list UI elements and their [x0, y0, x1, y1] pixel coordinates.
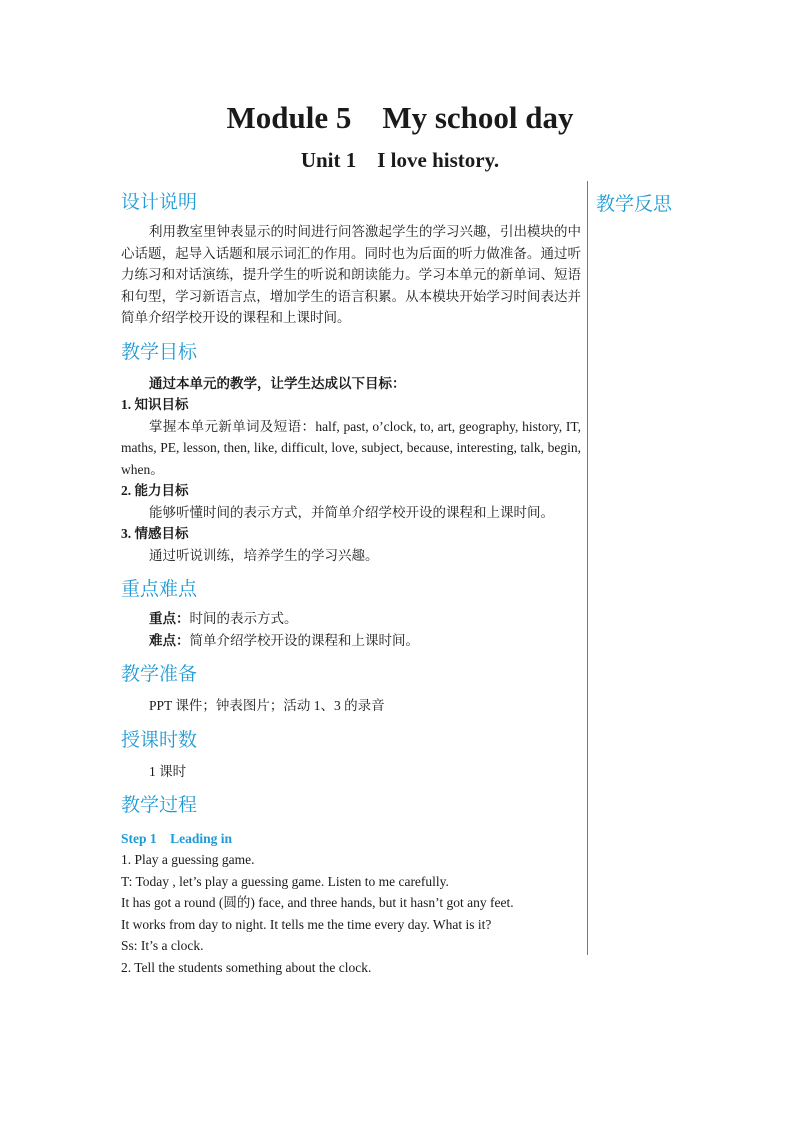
keypoints-heading: 重点难点 [121, 578, 198, 600]
difficult-point-line [121, 630, 581, 652]
prep-text: PPT 课件；钟表图片；活动 1、3 的录音 [149, 698, 385, 713]
design-heading: 设计说明 [121, 191, 198, 213]
key-point-label: 重点： [149, 611, 190, 626]
process-line: It works from day to night. It tells me the time every day. What is it? [121, 916, 492, 932]
goals-heading: 教学目标 [121, 340, 198, 363]
page-title: Module 5 My school day [226, 100, 574, 135]
process-line: Ss: It’s a clock. [121, 938, 204, 953]
goal-title-ability: 2. 能力目标 [121, 483, 189, 498]
step-title: Step 1 Leading in [121, 831, 233, 846]
design-text: 利用教室里钟表显示的时间进行问答激起学生的学习兴趣，引出模块的中心话题，起导入话题和展示词汇的作用。同时也为后面的听力做准备。通过听力练习和对话演练，提升学生的听说和朗读能力。学习本单元的新单词、短语和句型，学习新语言点，增加学生的语言积累。从本模块开始学习时间表达并简单介绍学校开设的课程和上课时间。 [121, 224, 581, 325]
difficult-point-text: 简单介绍学校开设的课程和上课时间。 [189, 632, 419, 648]
page-subtitle: Unit 1 I love history. [300, 148, 500, 172]
goal-text-ability: 能够听懂时间的表示方式，并简单介绍学校开设的课程和上课时间。 [149, 504, 554, 520]
reflection-heading: 教学反思 [596, 193, 673, 215]
goal-text-knowledge: 掌握本单元新单词及短语：half, past, o’clock, to, art, geography, history, IT, maths, PE, lesson, then, like, difficult, love, subject, because, interesting, talk, begin, when。 [121, 418, 581, 477]
goal-title-emotion: 3. 情感目标 [121, 526, 189, 541]
difficult-point-label: 难点： [149, 632, 190, 648]
process-line: It has got a round (圆的) face, and three hands, but it hasn’t got any feet. [121, 895, 514, 910]
goal-title-knowledge: 1. 知识目标 [121, 397, 189, 412]
column-divider [587, 181, 588, 955]
process-line: 2. Tell the students something about the clock. [121, 959, 372, 975]
goals-intro: 通过本单元的教学，让学生达成以下目标： [149, 375, 406, 391]
main-column [121, 189, 581, 978]
process-line: T: Today , let’s play a guessing game. Listen to me carefully. [121, 873, 449, 889]
key-point-line [121, 608, 581, 630]
hours-text: 1 课时 [149, 763, 187, 779]
prep-heading: 教学准备 [121, 663, 198, 685]
process-heading: 教学过程 [121, 794, 198, 816]
process-line: 1. Play a guessing game. [121, 852, 255, 867]
key-point-text: 时间的表示方式。 [189, 611, 298, 626]
hours-heading: 授课时数 [121, 728, 198, 751]
goal-text-emotion: 通过听说训练，培养学生的学习兴趣。 [149, 547, 379, 563]
